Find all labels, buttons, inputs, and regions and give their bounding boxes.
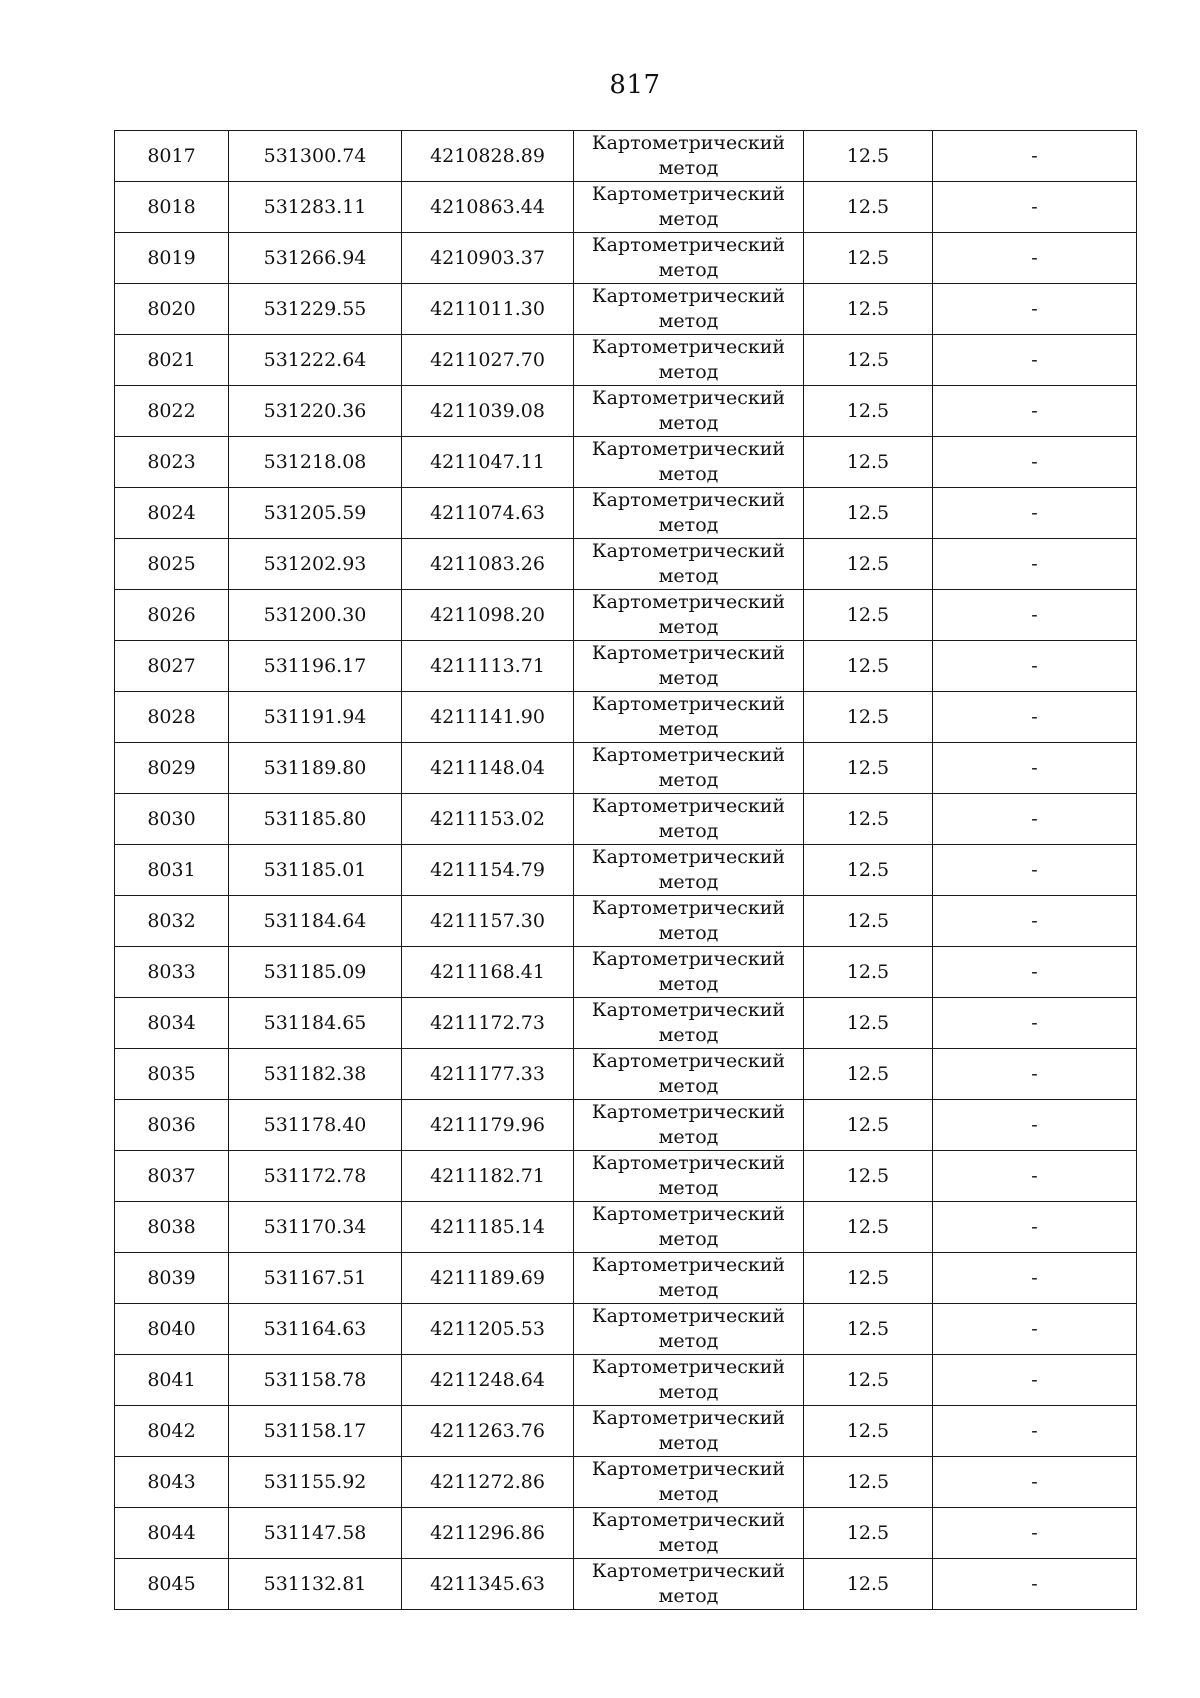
note-cell: - — [933, 590, 1137, 641]
accuracy-cell: 12.5 — [804, 1151, 933, 1202]
method-cell — [574, 131, 804, 182]
method-cell — [574, 1202, 804, 1253]
method-line-1: Картометрический — [591, 336, 786, 358]
accuracy-cell: 12.5 — [804, 794, 933, 845]
x-coordinate-cell: 531184.64 — [229, 896, 402, 947]
method-cell — [574, 335, 804, 386]
table-row — [115, 998, 1137, 1049]
x-coordinate-cell: 531182.38 — [229, 1049, 402, 1100]
y-coordinate-cell: 4211027.70 — [402, 335, 574, 386]
method-line-2: метод — [658, 1330, 719, 1352]
point-number-cell: 8019 — [115, 233, 229, 284]
accuracy-cell: 12.5 — [804, 539, 933, 590]
x-coordinate-cell: 531196.17 — [229, 641, 402, 692]
y-coordinate-cell: 4211345.63 — [402, 1559, 574, 1610]
y-coordinate-cell: 4211172.73 — [402, 998, 574, 1049]
method-line-2: метод — [658, 1585, 719, 1607]
table-row — [115, 182, 1137, 233]
y-coordinate-cell: 4211113.71 — [402, 641, 574, 692]
method-line-2: метод — [658, 463, 719, 485]
note-cell: - — [933, 1049, 1137, 1100]
table-row — [115, 1100, 1137, 1151]
method-cell — [574, 386, 804, 437]
method-cell — [574, 437, 804, 488]
x-coordinate-cell: 531229.55 — [229, 284, 402, 335]
method-line-1: Картометрический — [591, 1305, 786, 1327]
accuracy-cell: 12.5 — [804, 1406, 933, 1457]
table-row — [115, 590, 1137, 641]
method-cell — [574, 182, 804, 233]
method-line-2: метод — [658, 1126, 719, 1148]
x-coordinate-cell: 531185.01 — [229, 845, 402, 896]
accuracy-cell: 12.5 — [804, 845, 933, 896]
table-row — [115, 1406, 1137, 1457]
accuracy-cell: 12.5 — [804, 692, 933, 743]
accuracy-cell: 12.5 — [804, 182, 933, 233]
method-cell — [574, 1406, 804, 1457]
method-line-1: Картометрический — [591, 1203, 786, 1225]
y-coordinate-cell: 4211179.96 — [402, 1100, 574, 1151]
method-line-2: метод — [658, 973, 719, 995]
note-cell: - — [933, 1202, 1137, 1253]
method-line-1: Картометрический — [591, 285, 786, 307]
coordinates-table-body — [115, 131, 1137, 1610]
method-line-1: Картометрический — [591, 387, 786, 409]
point-number-cell: 8042 — [115, 1406, 229, 1457]
point-number-cell: 8039 — [115, 1253, 229, 1304]
method-line-1: Картометрический — [591, 999, 786, 1021]
table-row — [115, 1304, 1137, 1355]
point-number-cell: 8044 — [115, 1508, 229, 1559]
x-coordinate-cell: 531222.64 — [229, 335, 402, 386]
method-cell — [574, 1559, 804, 1610]
method-line-1: Картометрический — [591, 234, 786, 256]
note-cell: - — [933, 692, 1137, 743]
note-cell: - — [933, 1253, 1137, 1304]
point-number-cell: 8017 — [115, 131, 229, 182]
y-coordinate-cell: 4211011.30 — [402, 284, 574, 335]
method-cell — [574, 233, 804, 284]
table-row — [115, 794, 1137, 845]
x-coordinate-cell: 531167.51 — [229, 1253, 402, 1304]
coordinates-table — [114, 130, 1137, 1610]
table-row — [115, 845, 1137, 896]
method-cell — [574, 1355, 804, 1406]
accuracy-cell: 12.5 — [804, 335, 933, 386]
x-coordinate-cell: 531283.11 — [229, 182, 402, 233]
table-row — [115, 1049, 1137, 1100]
method-line-1: Картометрический — [591, 489, 786, 511]
method-line-2: метод — [658, 565, 719, 587]
x-coordinate-cell: 531158.78 — [229, 1355, 402, 1406]
method-line-1: Картометрический — [591, 1254, 786, 1276]
x-coordinate-cell: 531266.94 — [229, 233, 402, 284]
table-row — [115, 131, 1137, 182]
point-number-cell: 8037 — [115, 1151, 229, 1202]
accuracy-cell: 12.5 — [804, 386, 933, 437]
point-number-cell: 8026 — [115, 590, 229, 641]
x-coordinate-cell: 531200.30 — [229, 590, 402, 641]
note-cell: - — [933, 896, 1137, 947]
accuracy-cell: 12.5 — [804, 998, 933, 1049]
table-row — [115, 743, 1137, 794]
x-coordinate-cell: 531205.59 — [229, 488, 402, 539]
method-line-2: метод — [658, 922, 719, 944]
method-line-1: Картометрический — [591, 948, 786, 970]
point-number-cell: 8040 — [115, 1304, 229, 1355]
y-coordinate-cell: 4210828.89 — [402, 131, 574, 182]
method-line-2: метод — [658, 718, 719, 740]
method-line-1: Картометрический — [591, 1101, 786, 1123]
table-row — [115, 1355, 1137, 1406]
y-coordinate-cell: 4210863.44 — [402, 182, 574, 233]
point-number-cell: 8027 — [115, 641, 229, 692]
point-number-cell: 8025 — [115, 539, 229, 590]
point-number-cell: 8036 — [115, 1100, 229, 1151]
note-cell: - — [933, 947, 1137, 998]
note-cell: - — [933, 1559, 1137, 1610]
x-coordinate-cell: 531191.94 — [229, 692, 402, 743]
point-number-cell: 8021 — [115, 335, 229, 386]
table-row — [115, 1202, 1137, 1253]
method-line-1: Картометрический — [591, 693, 786, 715]
x-coordinate-cell: 531147.58 — [229, 1508, 402, 1559]
y-coordinate-cell: 4211189.69 — [402, 1253, 574, 1304]
method-line-2: метод — [658, 616, 719, 638]
method-line-1: Картометрический — [591, 795, 786, 817]
note-cell: - — [933, 998, 1137, 1049]
method-cell — [574, 1049, 804, 1100]
method-line-2: метод — [658, 208, 719, 230]
note-cell: - — [933, 1304, 1137, 1355]
accuracy-cell: 12.5 — [804, 1304, 933, 1355]
method-cell — [574, 284, 804, 335]
table-row — [115, 1253, 1137, 1304]
method-line-2: метод — [658, 1075, 719, 1097]
method-line-1: Картометрический — [591, 183, 786, 205]
x-coordinate-cell: 531218.08 — [229, 437, 402, 488]
x-coordinate-cell: 531178.40 — [229, 1100, 402, 1151]
method-line-2: метод — [658, 820, 719, 842]
y-coordinate-cell: 4211047.11 — [402, 437, 574, 488]
accuracy-cell: 12.5 — [804, 743, 933, 794]
point-number-cell: 8030 — [115, 794, 229, 845]
method-cell — [574, 794, 804, 845]
accuracy-cell: 12.5 — [804, 947, 933, 998]
method-cell — [574, 1304, 804, 1355]
note-cell: - — [933, 1406, 1137, 1457]
x-coordinate-cell: 531202.93 — [229, 539, 402, 590]
accuracy-cell: 12.5 — [804, 1508, 933, 1559]
method-line-2: метод — [658, 1279, 719, 1301]
point-number-cell: 8029 — [115, 743, 229, 794]
y-coordinate-cell: 4211272.86 — [402, 1457, 574, 1508]
method-line-2: метод — [658, 1024, 719, 1046]
method-cell — [574, 1151, 804, 1202]
y-coordinate-cell: 4211154.79 — [402, 845, 574, 896]
table-row — [115, 1508, 1137, 1559]
accuracy-cell: 12.5 — [804, 1253, 933, 1304]
method-cell — [574, 641, 804, 692]
point-number-cell: 8031 — [115, 845, 229, 896]
method-line-2: метод — [658, 361, 719, 383]
method-line-1: Картометрический — [591, 897, 786, 919]
x-coordinate-cell: 531189.80 — [229, 743, 402, 794]
table-row — [115, 284, 1137, 335]
method-line-2: метод — [658, 1534, 719, 1556]
y-coordinate-cell: 4211177.33 — [402, 1049, 574, 1100]
method-cell — [574, 947, 804, 998]
point-number-cell: 8041 — [115, 1355, 229, 1406]
point-number-cell: 8022 — [115, 386, 229, 437]
x-coordinate-cell: 531164.63 — [229, 1304, 402, 1355]
accuracy-cell: 12.5 — [804, 233, 933, 284]
method-line-2: метод — [658, 514, 719, 536]
table-row — [115, 335, 1137, 386]
method-line-2: метод — [658, 1483, 719, 1505]
y-coordinate-cell: 4211263.76 — [402, 1406, 574, 1457]
accuracy-cell: 12.5 — [804, 896, 933, 947]
y-coordinate-cell: 4211205.53 — [402, 1304, 574, 1355]
accuracy-cell: 12.5 — [804, 437, 933, 488]
note-cell: - — [933, 1457, 1137, 1508]
point-number-cell: 8024 — [115, 488, 229, 539]
point-number-cell: 8034 — [115, 998, 229, 1049]
method-line-2: метод — [658, 412, 719, 434]
y-coordinate-cell: 4211168.41 — [402, 947, 574, 998]
method-cell — [574, 1508, 804, 1559]
y-coordinate-cell: 4211248.64 — [402, 1355, 574, 1406]
table-row — [115, 437, 1137, 488]
point-number-cell: 8020 — [115, 284, 229, 335]
point-number-cell: 8018 — [115, 182, 229, 233]
note-cell: - — [933, 386, 1137, 437]
page-number: 817 — [609, 70, 661, 100]
method-line-2: метод — [658, 1177, 719, 1199]
y-coordinate-cell: 4211098.20 — [402, 590, 574, 641]
note-cell: - — [933, 845, 1137, 896]
accuracy-cell: 12.5 — [804, 131, 933, 182]
method-line-1: Картометрический — [591, 1407, 786, 1429]
note-cell: - — [933, 641, 1137, 692]
y-coordinate-cell: 4211083.26 — [402, 539, 574, 590]
method-line-1: Картометрический — [591, 540, 786, 562]
accuracy-cell: 12.5 — [804, 1049, 933, 1100]
table-row — [115, 692, 1137, 743]
method-cell — [574, 743, 804, 794]
x-coordinate-cell: 531185.09 — [229, 947, 402, 998]
method-cell — [574, 590, 804, 641]
note-cell: - — [933, 335, 1137, 386]
method-line-2: метод — [658, 667, 719, 689]
point-number-cell: 8045 — [115, 1559, 229, 1610]
method-line-1: Картометрический — [591, 591, 786, 613]
accuracy-cell: 12.5 — [804, 1559, 933, 1610]
point-number-cell: 8032 — [115, 896, 229, 947]
y-coordinate-cell: 4211148.04 — [402, 743, 574, 794]
table-row — [115, 1151, 1137, 1202]
method-cell — [574, 1457, 804, 1508]
accuracy-cell: 12.5 — [804, 1457, 933, 1508]
note-cell: - — [933, 284, 1137, 335]
accuracy-cell: 12.5 — [804, 1202, 933, 1253]
method-line-1: Картометрический — [591, 744, 786, 766]
x-coordinate-cell: 531172.78 — [229, 1151, 402, 1202]
y-coordinate-cell: 4211153.02 — [402, 794, 574, 845]
method-line-2: метод — [658, 871, 719, 893]
note-cell: - — [933, 437, 1137, 488]
point-number-cell: 8023 — [115, 437, 229, 488]
method-cell — [574, 1100, 804, 1151]
method-cell — [574, 539, 804, 590]
table-row — [115, 539, 1137, 590]
method-line-2: метод — [658, 310, 719, 332]
method-cell — [574, 845, 804, 896]
y-coordinate-cell: 4211157.30 — [402, 896, 574, 947]
method-line-2: метод — [658, 1228, 719, 1250]
note-cell: - — [933, 233, 1137, 284]
note-cell: - — [933, 488, 1137, 539]
y-coordinate-cell: 4210903.37 — [402, 233, 574, 284]
method-cell — [574, 692, 804, 743]
method-line-1: Картометрический — [591, 1050, 786, 1072]
point-number-cell: 8033 — [115, 947, 229, 998]
x-coordinate-cell: 531220.36 — [229, 386, 402, 437]
x-coordinate-cell: 531184.65 — [229, 998, 402, 1049]
method-line-2: метод — [658, 769, 719, 791]
note-cell: - — [933, 1508, 1137, 1559]
y-coordinate-cell: 4211074.63 — [402, 488, 574, 539]
point-number-cell: 8035 — [115, 1049, 229, 1100]
accuracy-cell: 12.5 — [804, 1355, 933, 1406]
note-cell: - — [933, 1151, 1137, 1202]
method-line-1: Картометрический — [591, 1560, 786, 1582]
point-number-cell: 8043 — [115, 1457, 229, 1508]
method-line-2: метод — [658, 1432, 719, 1454]
note-cell: - — [933, 794, 1137, 845]
x-coordinate-cell: 531132.81 — [229, 1559, 402, 1610]
method-line-1: Картометрический — [591, 438, 786, 460]
note-cell: - — [933, 131, 1137, 182]
method-cell — [574, 488, 804, 539]
x-coordinate-cell: 531158.17 — [229, 1406, 402, 1457]
table-row — [115, 1559, 1137, 1610]
method-line-1: Картометрический — [591, 1509, 786, 1531]
method-line-1: Картометрический — [591, 642, 786, 664]
table-row — [115, 488, 1137, 539]
y-coordinate-cell: 4211185.14 — [402, 1202, 574, 1253]
accuracy-cell: 12.5 — [804, 284, 933, 335]
method-line-1: Картометрический — [591, 1356, 786, 1378]
accuracy-cell: 12.5 — [804, 590, 933, 641]
x-coordinate-cell: 531185.80 — [229, 794, 402, 845]
table-row — [115, 641, 1137, 692]
method-line-2: метод — [658, 259, 719, 281]
point-number-cell: 8028 — [115, 692, 229, 743]
y-coordinate-cell: 4211039.08 — [402, 386, 574, 437]
method-line-1: Картометрический — [591, 1458, 786, 1480]
method-line-1: Картометрический — [591, 1152, 786, 1174]
table-row — [115, 386, 1137, 437]
method-line-1: Картометрический — [591, 132, 786, 154]
point-number-cell: 8038 — [115, 1202, 229, 1253]
method-cell — [574, 998, 804, 1049]
method-line-2: метод — [658, 1381, 719, 1403]
table-row — [115, 233, 1137, 284]
note-cell: - — [933, 539, 1137, 590]
table-row — [115, 947, 1137, 998]
accuracy-cell: 12.5 — [804, 488, 933, 539]
note-cell: - — [933, 1100, 1137, 1151]
method-line-1: Картометрический — [591, 846, 786, 868]
x-coordinate-cell: 531155.92 — [229, 1457, 402, 1508]
x-coordinate-cell: 531300.74 — [229, 131, 402, 182]
method-line-2: метод — [658, 157, 719, 179]
method-cell — [574, 1253, 804, 1304]
accuracy-cell: 12.5 — [804, 1100, 933, 1151]
note-cell: - — [933, 743, 1137, 794]
y-coordinate-cell: 4211141.90 — [402, 692, 574, 743]
x-coordinate-cell: 531170.34 — [229, 1202, 402, 1253]
method-cell — [574, 896, 804, 947]
table-row — [115, 896, 1137, 947]
note-cell: - — [933, 182, 1137, 233]
y-coordinate-cell: 4211296.86 — [402, 1508, 574, 1559]
note-cell: - — [933, 1355, 1137, 1406]
table-row — [115, 1457, 1137, 1508]
accuracy-cell: 12.5 — [804, 641, 933, 692]
y-coordinate-cell: 4211182.71 — [402, 1151, 574, 1202]
